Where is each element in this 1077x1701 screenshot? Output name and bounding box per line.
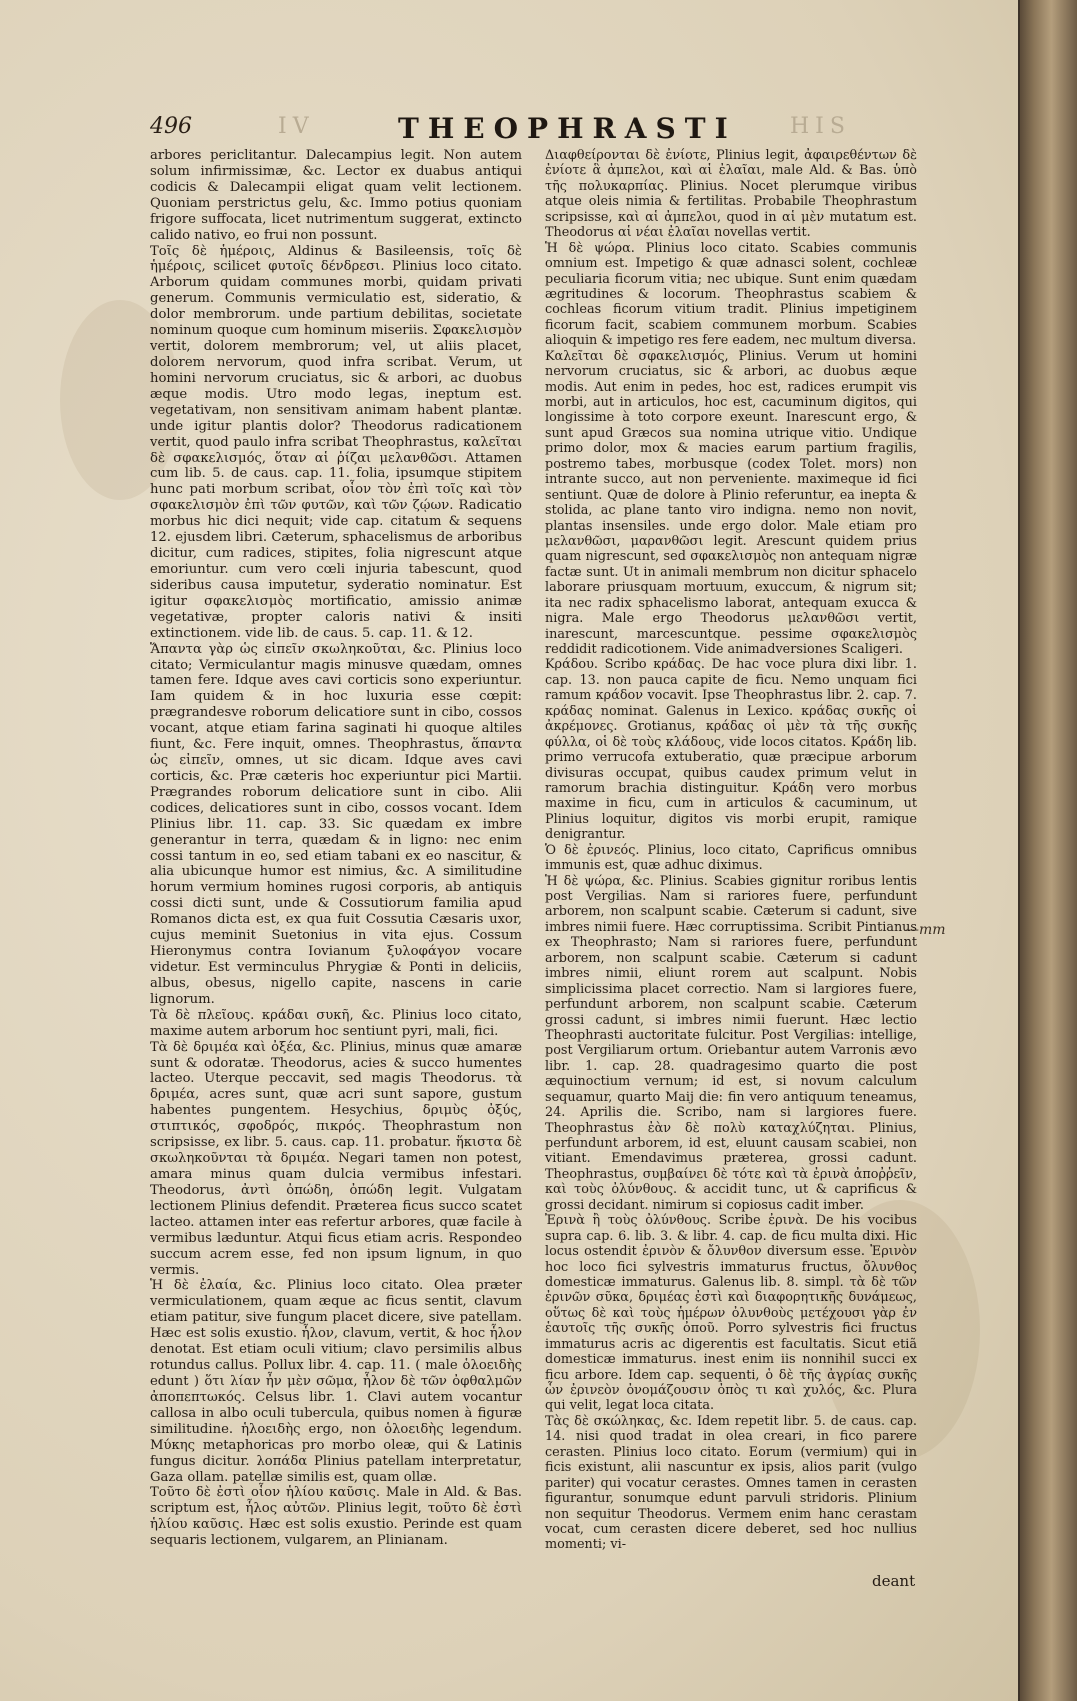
- commentary-paragraph: Τὰ δὲ πλεῖους. κράδαι συκῆ, &c. Plinius loco citato, maxime autem arborum hoc sentiunt pyri, mali, fici.: [150, 1007, 522, 1039]
- commentary-paragraph: Τοῦτο δὲ ἐστὶ οἷον ἡλίου καῦσις. Male in Ald. & Bas. scriptum est, ἧλος αὐτῶν. Plinius legit, τοῦτο δὲ ἐστὶ ἡλίου καῦσις. Hæc est solis exustio. Perinde est quam sequaris lectionem, vulgarem, an Plinianam.: [150, 1485, 522, 1549]
- bleed-through-text: IV: [278, 114, 315, 139]
- book-spine: [1020, 0, 1077, 1701]
- commentary-paragraph: Διαφθείρονται δὲ ἐνίοτε, Plinius legit, ἀφαιρεθέντων δὲ ἐνίοτε ἃ ἀμπελοι, καὶ αἱ ἐλαῖαι, male Ald. & Bas. ὑπὸ τῆς πολυκαρπίας. Plinius. Nocet plerumque viribus atque oleis nimia & fertilitas. Probabile Theophrastum scripsisse, καὶ αἱ ἀμπελοι, quod in αἱ μὲν mutatum est. Theodorus αἱ νέαι ἐλαῖαι novellas vertit.: [545, 148, 917, 241]
- commentary-paragraph: arbores periclitantur. Dalecampius legit. Non autem solum infirmissimæ, &c. Lector ex duabus antiqui codicis & Dalecampii eligat quam velit lectionem. Quoniam perstrictus gelu, &c. Immo potius quoniam frigore suffocata, licet nutrimentum suggerat, extincto calido nativo, eo frui non possunt.: [150, 148, 522, 243]
- commentary-paragraph: Τὰ δὲ δριμέα καὶ ὀξέα, &c. Plinius, minus quæ amaræ sunt & odoratæ. Theodorus, acies & succo humentes lacteo. Uterque peccavit, sed magis Theodorus. τὰ δριμέα, acres sunt, quæ acri sunt sapore, gustum habentes pungentem. Hesychius, δριμὺς ὀξύς, στιπτικός, σφοδρός, πικρός. Theophrastum non scripsisse, ex libr. 5. caus. cap. 11. probatur. ἥκιστα δὲ σκωληκοῦνται τὰ δριμέα. Negari tamen non potest, amara minus quam dulcia vermibus infestari. Theodorus, ἀντὶ ὀπώδη, ὀπώδη legit. Vulgatam lectionem Plinius defendit. Præterea ficus succo scatet lacteo. attamen inter eas refertur arbores, quæ facile à vermibus læduntur. Atqui ficus etiam acris. Respondeo succum acrem esse, fed non ipsum lignum, in quo vermis.: [150, 1039, 522, 1278]
- left-column: [150, 148, 522, 1549]
- commentary-paragraph: Ὁ δὲ ἐρινεός. Plinius, loco citato, Caprificus omnibus immunis est, quæ adhuc diximus.: [545, 842, 917, 874]
- commentary-paragraph: Τοῖς δὲ ἡμέροις, Aldinus & Basileensis, τοῖς δὲ ἡμέροις, scilicet φυτοῖς δένδρεσι. Plinius loco citato. Arborum quidam communes morbi, quidam privati generum. Communis vermiculatio est, sideratio, & dolor membrorum. unde partium debilitas, societate nominum quoque cum hominum miseriis. Σφακελισμὸν vertit, dolorem membrorum; vel, ut aliis placet, dolorem nervorum, quod infra scribat. Verum, ut homini nervorum cruciatus, sic & arbori, ac duobus æque modis. Utro modo legas, ineptum est. vegetativam, non sensitivam animam habent plantæ. unde igitur plantis dolor? Theodorus radicationem vertit, quod paulo infra scribat Theophrastus, καλεῖται δὲ σφακελισμός, ὅταν αἱ ῥίζαι μελανθῶσι. Attamen cum lib. 5. de caus. cap. 11. folia, ipsumque stipitem hunc pati morbum scribat, οἷον τὸν ἐπὶ τοῖς καὶ τὸν σφακελισμὸν ἐπὶ τῶν φυτῶν, καὶ τῶν ζῴων. Radicatio morbus hic dici nequit; vide cap. citatum & sequens 12. ejusdem libri. Cæterum, sphacelismus de arboribus dicitur, cum radices, stipites, folia nigrescunt atque emoriuntur. cum vero cœli injuria tabescunt, quod sideribus causa imputetur, syderatio nominatur. Est igitur σφακελισμὸς mortificatio, amissio animæ vegetativæ, propter caloris nativi & insiti extinctionem. vide lib. de caus. 5. cap. 11. & 12.: [150, 243, 522, 641]
- commentary-paragraph: Τὰς δὲ σκώληκας, &c. Idem repetit libr. 5. de caus. cap. 14. nisi quod tradat in olea creari, in fico parere cerasten. Plinius loco citato. Eorum (vermium) qui in ficis existunt, alii nascuntur ex ipsis, alios parit (vulgo pariter) qui vocatur cerastes. Omnes tamen in cerasten figurantur, sonumque edunt parvuli stridoris. Plinium non sequitur Theodorus. Vermem enim hanc cerastam vocat, cum cerasten dicere deberet, sed hoc nullius momenti; vi-: [545, 1413, 917, 1553]
- catchword: deant: [872, 1572, 916, 1590]
- bleed-through-text: HIS: [790, 114, 851, 139]
- page-header: [150, 112, 990, 148]
- commentary-paragraph: Κράδου. Scribo κράδας. De hac voce plura dixi libr. 1. cap. 13. non pauca capite de ficu. Nemo unquam fici ramum κράδον vocavit. Ipse Theophrastus libr. 2. cap. 7. κράδας nominat. Galenus in Lexico. κράδας συκῆς οἱ ἀκρέμονες. Grotianus, κράδας οἱ μὲν τὰ τῆς συκῆς φύλλα, οἱ δὲ τοὺς κλάδους, vide locos citatos. Κράδη lib. primo verrucofa extuberatio, quæ præcipue arborum divisuras occupat, quibus caudex primum velut in ramorum brachia distinguitur. Κράδη vero morbus maxime in ficu, cum in articulos & cacuminum, ut Plinius loquitur, digitos vis morbi erupit, ramique denigrantur.: [545, 657, 917, 843]
- commentary-paragraph: Ἅπαντα γὰρ ὡς εἰπεῖν σκωληκοῦται, &c. Plinius loco citato; Vermiculantur magis minusve quædam, omnes tamen fere. Idque aves cavi corticis sono experiuntur. Iam quidem & in hoc luxuria esse cœpit: prægrandesve roborum delicatiore sunt in cibo, cossos vocant, atque etiam farina saginati hi quoque altiles fiunt, &c. Fere inquit, omnes. Theophrastus, ἅπαντα ὡς εἰπεῖν, omnes, ut sic dicam. Idque aves cavi corticis, &c. Præ cæteris hoc experiuntur pici Martii. Prægrandes roborum delicatiore sunt in cibo. Alii codices, delicatiores sunt in cibo, cossos vocant. Idem Plinius libr. 11. cap. 33. Sic quædam ex imbre generantur in terra, quædam & in ligno: nec enim cossi tantum in eo, sed etiam tabani ex eo nascitur, & alia ubicunque humor est nimius, &c. A similitudine horum vermium homines rugosi corporis, ab antiquis cossi dicti sunt, unde & Cossutiorum familia apud Romanos dicta est, ex qua fuit Cossutia Cæsaris uxor, cujus meminit Suetonius in vita ejus. Cossum Hieronymus contra Iovianum ξυλοφάγον vocare videtur. Est verminculus Phrygiæ & Ponti in deliciis, albus, obesus, nigello capite, nascens in carie lignorum.: [150, 641, 522, 1007]
- running-title: THEOPHRASTI: [398, 112, 737, 145]
- folio-number: 496: [150, 114, 192, 139]
- commentary-paragraph: Ἡ δὲ ψώρα. Plinius loco citato. Scabies communis omnium est. Impetigo & quæ adnasci solent, cochleæ peculiaria ficorum vitia; nec ubique. Sunt enim quædam ægritudines & locorum. Theophrastus scabiem & cochleas ficorum vitium tradit. Plinius impetiginem ficorum facit, scabiem communem morbum. Scabies alioquin & impetigo res fere eadem, nec multum diversa.: [545, 240, 917, 349]
- margin-annotation: —mm: [905, 922, 946, 938]
- right-column: [545, 148, 917, 1553]
- commentary-paragraph: Ἐρινὰ ἢ τοὺς ὀλύνθους. Scribe ἐρινὰ. De his vocibus supra cap. 6. lib. 3. & libr. 4. cap. de ficu multa dixi. Hic locus ostendit ἐρινὸν & ὄλυνθον diversum esse. Ἐρινὸν hoc loco fici sylvestris immaturus fructus, ὄλυνθος domesticæ immaturus. Galenus lib. 8. simpl. τὰ δὲ τῶν ἐρινῶν σῦκα, δριμέας ἐστὶ καὶ διαφορητικῆς δυνάμεως, οὕτως δὲ καὶ τοὺς ἡμέρων ὀλυνθοὺς μετέχουσι γὰρ ἐν ἑαυτοῖς τῆς συκῆς ὀποῦ. Porro sylvestris fici fructus immaturus acris ac digerentis est facultatis. Sicut etiã domesticæ immaturus. inest enim iis nonnihil succi ex ficu arbore. Idem cap. sequenti, ὁ δὲ τῆς ἀγρίας συκῆς ὧν ἐρινεὸν ὀνομάζουσιν ὀπὸς τι καὶ χυλός, &c. Plura qui velit, legat loca citata.: [545, 1213, 917, 1414]
- commentary-paragraph: Ἡ δὲ ψώρα, &c. Plinius. Scabies gignitur roribus lentis post Vergilias. Nam si rariores fuere, perfundunt arborem, non scalpunt scabie. Cæterum si cadunt, sive imbres nimii fuere. Hæc corruptissima. Scribit Pintianus ex Theophrasto; Nam si rariores fuere, perfundunt arborem, non scalpunt scabie. Cæterum si cadunt imbres nimii, eliunt rorem aut scalpunt. Nobis simplicissima placet correctio. Nam si largiores fuere, perfundunt arborem, non scalpunt scabie. Cæterum grossi cadunt, si imbres nimii fuerunt. Hæc lectio Theophrasti auctoritate fulcitur. Post Vergilias: intellige, post Vergiliarum ortum. Oriebantur autem Varronis ævo libr. 1. cap. 28. quadragesimo quarto die post æquinoctium vernum; id est, si novum calculum sequamur, quarto Maij die: fin vero antiquum teneamus, 24. Aprilis die. Scribo, nam si largiores fuere. Theophrastus ἐὰν δὲ πολὺ καταχλύζηται. Plinius, perfundunt arborem, id est, eluunt causam scabiei, non vitiant. Emendavimus præterea, grossi cadunt. Theophrastus, συμβαίνει δὲ τότε καὶ τὰ ἐρινὰ ἀποῤῥεῖν, καὶ τοὺς ὀλύνθους. & accidit tunc, ut & caprificus & grossi decidant. nimirum si copiosus cadit imber.: [545, 873, 917, 1213]
- commentary-paragraph: Ἡ δὲ ἐλαία, &c. Plinius loco citato. Olea præter vermiculationem, quam æque ac ficus sentit, clavum etiam patitur, sive fungum placet dicere, sive patellam. Hæc est solis exustio. ἧλον, clavum, vertit, & hoc ἧλον denotat. Est etiam oculi vitium; clavo persimilis albus rotundus callus. Pollux libr. 4. cap. 11. ( male ὁλοειδὴς edunt ) ὅτι λίαν ἦν μὲν σῶμα, ἧλον δὲ τῶν ὀφθαλμῶν ἀποπεπτωκός. Celsus libr. 1. Clavi autem vocantur callosa in albo oculi tubercula, quibus nomen à figuræ similitudine. ἡλοειδὴς ergo, non ὁλοειδὴς legendum. Μύκης metaphoricas pro morbo oleæ, qui & Latinis fungus dicitur. λοπάδα Plinius patellam interpretatur, Gaza ollam. patellæ similis est, quam ollæ.: [150, 1278, 522, 1485]
- commentary-paragraph: Καλεῖται δὲ σφακελισμός, Plinius. Verum ut homini nervorum cruciatus, sic & arbori, ac duobus æque modis. Aut enim in pedes, hoc est, radices erumpit vis morbi, aut in articulos, hoc est, cacuminum digitos, qui longissime à toto corpore exeunt. Inarescunt ergo, & sunt apud Græcos sua nomina utrique vitio. Undique primo dolor, mox & macies earum partium fragilis, postremo tabes, morbusque (codex Tolet. mors) non intrante succo, aut non perveniente. maximeque id fici sentiunt. Quæ de dolore à Plinio referuntur, ea inepta & stolida, ac plane tanto viro indigna. nemo non novit, plantas insensiles. unde ergo dolor. Male etiam pro μελανθῶσι, μαρανθῶσι legit. Arescunt quidem prius quam nigrescunt, sed σφακελισμὸς non antequam nigræ factæ sunt. Ut in animali membrum non dicitur sphacelo laborare priusquam mortuum, exuccum, & nigrum sit; ita nec radix sphacelismo laborat, antequam exucca & nigra. Male ergo Theodorus μελανθῶσι vertit, inarescunt, marcescuntque. pessime σφακελισμὸς reddidit radicotionem. Vide animadversiones Scaligeri.: [545, 348, 917, 657]
